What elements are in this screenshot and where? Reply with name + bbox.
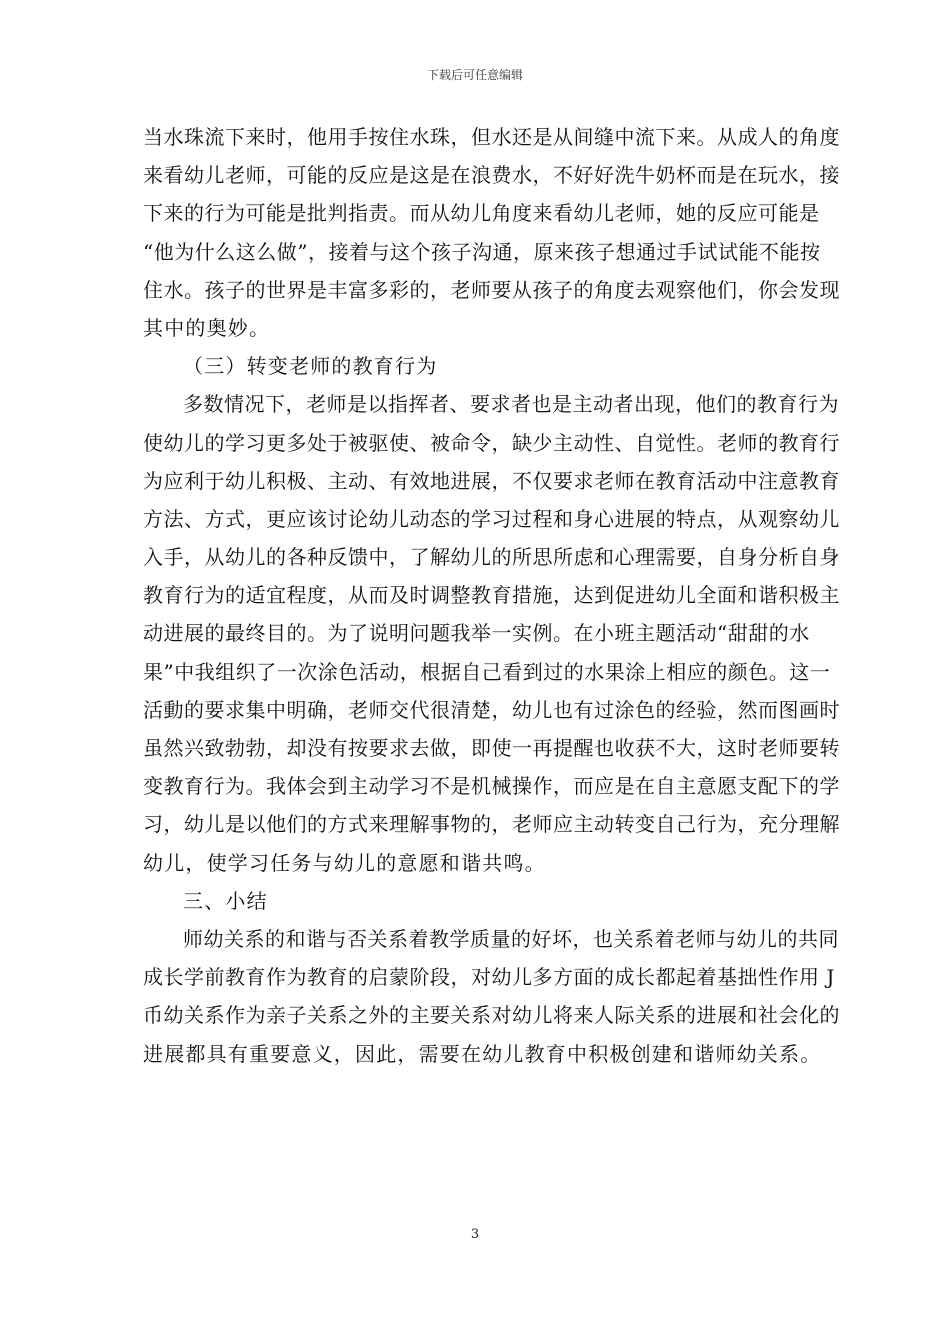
- paragraph-line: 变教育行为。我体会到主动学习不是机械操作，而应是在自主意愿支配下的学: [143, 774, 840, 799]
- paragraph-line: 其中的奥妙。: [143, 315, 271, 340]
- paragraph-line: 使幼儿的学习更多处于被驱使、被命令，缺少主动性、自觉性。老师的教育行: [143, 430, 840, 455]
- paragraph-line: 币幼关系作为亲子关系之外的主要关系对幼儿将来人际关系的进展和社会化的: [143, 1003, 840, 1028]
- paragraph-line: 虽然兴致勃勃，却没有按要求去做，即使一再提醒也收获不大，这时老师要转: [143, 736, 840, 760]
- page-header: 下载后可任意编辑: [426, 68, 523, 82]
- document-body: [143, 118, 840, 1073]
- paragraph-line: 师幼关系的和谐与否关系着教学质量的好坏，也关系着老师与幼儿的共同: [183, 926, 839, 951]
- paragraph-line: 教育行为的适宜程度，从而及时调整教育措施，达到促进幼儿全面和谐积极主: [143, 583, 840, 608]
- paragraph-line: 为应利于幼儿积极、主动、有效地进展，不仅要求老师在教育活动中注意教育: [143, 468, 840, 493]
- paragraph-line: 入手，从幼儿的各种反馈中，了解幼儿的所思所虑和心理需要，自身分析自身: [143, 545, 840, 570]
- paragraph-line: 方法、方式，更应该讨论幼儿动态的学习过程和身心进展的特点，从观察幼儿: [143, 506, 840, 531]
- paragraph-line: 成长学前教育作为教育的启蒙阶段，对幼儿多方面的成长都起着基拙性作用 J: [143, 965, 835, 990]
- section-heading: （三）转变老师的教育行为: [183, 354, 438, 379]
- paragraph-line: “他为什么这么做”，接着与这个孩子沟通，原来孩子想通过手试试能不能按: [143, 239, 821, 264]
- paragraph-line: 当水珠流下来时，他用手按住水珠，但水还是从间缝中流下来。从成人的角度: [143, 125, 840, 149]
- paragraph-line: 来看幼儿老师，可能的反应是这是在浪费水，不好好洗牛奶杯而是在玩水，接: [143, 163, 840, 188]
- paragraph-line: 进展都具有重要意义，因此，需要在幼儿教育中积极创建和谐师幼关系。: [143, 1041, 822, 1066]
- paragraph-line: 幼儿，使学习任务与幼儿的意愿和谐共鸣。: [143, 850, 546, 875]
- paragraph-line: 住水。孩子的世界是丰富多彩的，老师要从孩子的角度去观察他们，你会发现: [143, 277, 840, 302]
- paragraph-line: 动进展的最终目的。为了说明问题我举一实例。在小班主题活动“甜甜的水: [143, 621, 810, 646]
- paragraph-line: 果”中我组织了一次涂色活动，根据自己看到过的水果涂上相应的颜色。这一: [143, 659, 831, 684]
- section-heading: 三、小结: [183, 888, 268, 913]
- paragraph-line: 活動的要求集中明确，老师交代很清楚，幼儿也有过涂色的经验，然而图画时: [143, 697, 840, 722]
- paragraph-line: 多数情况下，老师是以指挥者、要求者也是主动者出现，他们的教育行为: [183, 392, 839, 417]
- paragraph-line: 习，幼儿是以他们的方式来理解事物的，老师应主动转变自己行为，充分理解: [143, 812, 840, 837]
- page-number: 3: [470, 1227, 480, 1242]
- paragraph-line: 下来的行为可能是批判指责。而从幼儿角度来看幼儿老师，她的反应可能是: [143, 201, 820, 226]
